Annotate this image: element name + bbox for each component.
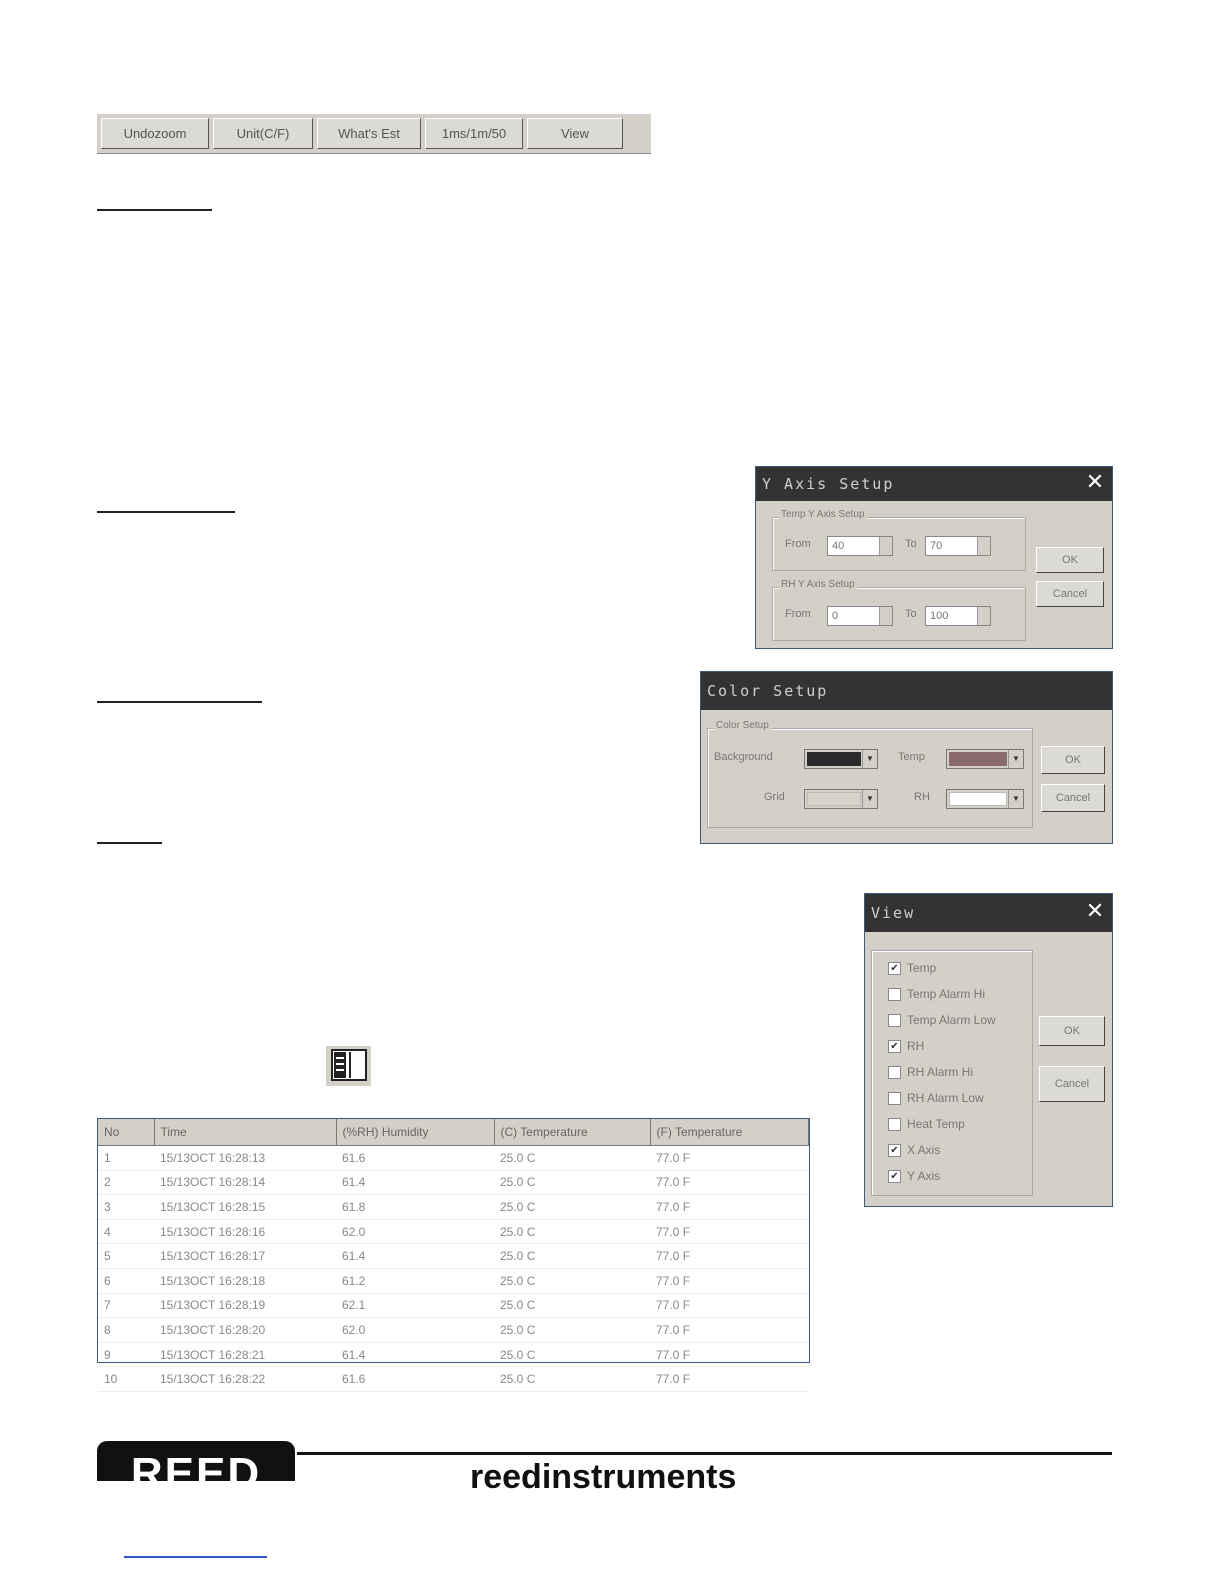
table-cell: 25.0 C	[494, 1367, 650, 1392]
view-option-temp-alarm-hi[interactable]	[888, 987, 985, 1001]
toolbar-button-1ms-1m-50[interactable]: 1ms/1m/50	[425, 118, 523, 149]
table-cell: 77.0 F	[650, 1244, 809, 1269]
color-group	[707, 720, 1033, 828]
table-cell: 25.0 C	[494, 1268, 650, 1293]
dialog-title: View	[871, 904, 916, 922]
table-row[interactable]	[98, 1244, 809, 1269]
table-cell: 15/13OCT 16:28:16	[154, 1219, 336, 1244]
from-label: From	[785, 608, 811, 620]
column-header[interactable]: (F) Temperature	[650, 1119, 809, 1146]
view-option-label: X Axis	[907, 1143, 941, 1157]
ok-button[interactable]: OK	[1041, 746, 1105, 774]
table-row[interactable]	[98, 1367, 809, 1392]
table-cell: 61.8	[336, 1195, 494, 1220]
rh-label: RH	[914, 791, 930, 803]
view-option-rh[interactable]	[888, 1039, 924, 1053]
view-option-label: RH Alarm Low	[907, 1091, 984, 1105]
view-toggle-icon[interactable]	[326, 1046, 371, 1086]
table-cell: 61.2	[336, 1268, 494, 1293]
view-option-temp[interactable]	[888, 961, 936, 975]
table-row[interactable]	[98, 1170, 809, 1195]
checkbox-checked[interactable]: ✔	[888, 1170, 901, 1183]
table-cell: 15/13OCT 16:28:21	[154, 1342, 336, 1367]
table-row[interactable]	[98, 1293, 809, 1318]
table-row[interactable]	[98, 1318, 809, 1343]
background-color-swatch	[807, 752, 861, 766]
temp-label: Temp	[898, 751, 925, 763]
table-cell: 25.0 C	[494, 1146, 650, 1171]
table-cell: 6	[98, 1268, 154, 1293]
table-cell: 15/13OCT 16:28:14	[154, 1170, 336, 1195]
view-option-temp-alarm-low[interactable]	[888, 1013, 996, 1027]
temp-to-spinner[interactable]: 70	[925, 536, 991, 556]
view-option-heat-temp[interactable]	[888, 1117, 965, 1131]
table-cell: 62.1	[336, 1293, 494, 1318]
checkbox-unchecked[interactable]	[888, 1014, 901, 1027]
table-cell: 77.0 F	[650, 1219, 809, 1244]
grid-color-select[interactable]	[804, 789, 878, 809]
table-header-row	[98, 1119, 809, 1146]
table-cell: 61.6	[336, 1146, 494, 1171]
grid-color-swatch	[807, 792, 861, 806]
dialog-title-bar	[701, 672, 1112, 710]
table-cell: 25.0 C	[494, 1318, 650, 1343]
table-row[interactable]	[98, 1219, 809, 1244]
column-header[interactable]: (C) Temperature	[494, 1119, 650, 1146]
table-cell: 77.0 F	[650, 1367, 809, 1392]
toolbar-button-undozoom[interactable]: Undozoom	[101, 118, 209, 149]
to-label: To	[905, 538, 917, 550]
view-option-rh-alarm-hi[interactable]	[888, 1065, 973, 1079]
dialog-title-bar	[865, 894, 1112, 932]
section-heading-rule-view	[97, 842, 162, 844]
table-cell: 15/13OCT 16:28:15	[154, 1195, 336, 1220]
table-cell: 77.0 F	[650, 1170, 809, 1195]
data-table	[97, 1118, 810, 1387]
table-cell: 61.4	[336, 1170, 494, 1195]
table-cell: 15/13OCT 16:28:22	[154, 1367, 336, 1392]
table-cell: 77.0 F	[650, 1318, 809, 1343]
color-setup-dialog	[700, 671, 1113, 844]
table-row[interactable]	[98, 1195, 809, 1220]
chevron-down-icon: ▼	[862, 750, 877, 768]
checkbox-checked[interactable]: ✔	[888, 1040, 901, 1053]
temp-axis-group	[772, 509, 1026, 571]
column-header[interactable]: No	[98, 1119, 154, 1146]
column-header[interactable]: (%RH) Humidity	[336, 1119, 494, 1146]
link-underline	[124, 1556, 267, 1558]
ok-button[interactable]: OK	[1036, 547, 1104, 573]
table-cell: 77.0 F	[650, 1146, 809, 1171]
table-cell: 2	[98, 1170, 154, 1195]
cancel-button[interactable]: Cancel	[1039, 1066, 1105, 1102]
table-cell: 15/13OCT 16:28:17	[154, 1244, 336, 1269]
cancel-button[interactable]: Cancel	[1041, 784, 1105, 812]
rh-color-swatch	[949, 792, 1007, 806]
toolbar-button-what-s-est[interactable]: What's Est	[317, 118, 421, 149]
section-heading-rule-color	[97, 701, 262, 703]
chevron-down-icon: ▼	[1008, 750, 1023, 768]
website-text: reedinstruments	[470, 1458, 737, 1496]
table-cell: 77.0 F	[650, 1342, 809, 1367]
background-color-select[interactable]	[804, 749, 878, 769]
checkbox-unchecked[interactable]	[888, 1118, 901, 1131]
table-cell: 25.0 C	[494, 1170, 650, 1195]
checkbox-checked[interactable]: ✔	[888, 1144, 901, 1157]
dialog-title: Color Setup	[707, 682, 829, 700]
view-option-label: RH Alarm Hi	[907, 1065, 974, 1079]
table-cell: 25.0 C	[494, 1219, 650, 1244]
view-option-label: RH	[907, 1039, 925, 1053]
group-label: Color Setup	[716, 720, 769, 731]
view-dialog	[864, 893, 1113, 1207]
temp-color-swatch	[949, 752, 1007, 766]
table-cell: 62.0	[336, 1318, 494, 1343]
chevron-down-icon: ▼	[1008, 790, 1023, 808]
column-header[interactable]: Time	[154, 1119, 336, 1146]
toolbar-button-unit-c-f-[interactable]: Unit(C/F)	[213, 118, 313, 149]
table-cell: 15/13OCT 16:28:18	[154, 1268, 336, 1293]
table-row[interactable]	[98, 1146, 809, 1171]
group-label: RH Y Axis Setup	[781, 579, 855, 590]
table-cell: 8	[98, 1318, 154, 1343]
table-cell: 4	[98, 1219, 154, 1244]
table-cell: 10	[98, 1367, 154, 1392]
table-cell: 15/13OCT 16:28:19	[154, 1293, 336, 1318]
view-options-group	[871, 950, 1033, 1196]
view-option-rh-alarm-low[interactable]	[888, 1091, 984, 1105]
view-option-label: Y Axis	[907, 1169, 941, 1183]
section-heading-rule-undozoom	[97, 209, 212, 211]
table-cell: 25.0 C	[494, 1342, 650, 1367]
close-icon[interactable]: ✕	[1085, 470, 1107, 495]
temp-from-spinner[interactable]: 40	[827, 536, 893, 556]
to-label: To	[905, 608, 917, 620]
cancel-button[interactable]: Cancel	[1036, 581, 1104, 607]
table-body	[98, 1146, 809, 1392]
table-row[interactable]	[98, 1342, 809, 1367]
rh-axis-group	[772, 579, 1026, 641]
table-cell: 62.0	[336, 1219, 494, 1244]
view-option-label: Temp Alarm Low	[907, 1013, 996, 1027]
group-label: Temp Y Axis Setup	[781, 509, 865, 520]
table-cell: 25.0 C	[494, 1195, 650, 1220]
rh-from-spinner[interactable]: 0	[827, 606, 893, 626]
table-cell: 61.4	[336, 1244, 494, 1269]
axis-setup-dialog	[755, 466, 1113, 649]
rh-color-select[interactable]	[946, 789, 1024, 809]
table-cell: 1	[98, 1146, 154, 1171]
checkbox-checked[interactable]: ✔	[888, 962, 901, 975]
from-label: From	[785, 538, 811, 550]
table-cell: 77.0 F	[650, 1293, 809, 1318]
table-cell: 7	[98, 1293, 154, 1318]
view-option-label: Temp Alarm Hi	[907, 987, 986, 1001]
toolbar	[97, 113, 651, 154]
close-icon[interactable]: ✕	[1085, 899, 1107, 924]
reed-logo: REED	[97, 1441, 295, 1481]
section-heading-rule-axis	[97, 511, 235, 513]
view-option-label: Temp	[907, 961, 937, 975]
temp-color-select[interactable]	[946, 749, 1024, 769]
table-cell: 9	[98, 1342, 154, 1367]
ok-button[interactable]: OK	[1039, 1016, 1105, 1046]
checkbox-unchecked[interactable]	[888, 1092, 901, 1105]
dialog-title: Y Axis Setup	[762, 475, 895, 493]
view-option-label: Heat Temp	[907, 1117, 965, 1131]
checkbox-unchecked[interactable]	[888, 1066, 901, 1079]
view-toggle-icon-graphic	[326, 1046, 371, 1086]
toolbar-button-view[interactable]: View	[527, 118, 623, 149]
table-cell: 61.6	[336, 1367, 494, 1392]
view-option-y-axis[interactable]	[888, 1169, 940, 1183]
dialog-title-bar	[756, 467, 1112, 501]
grid-label: Grid	[764, 791, 785, 803]
table-cell: 77.0 F	[650, 1268, 809, 1293]
rh-to-spinner[interactable]: 100	[925, 606, 991, 626]
table-cell: 77.0 F	[650, 1195, 809, 1220]
view-option-x-axis[interactable]	[888, 1143, 940, 1157]
table-cell: 5	[98, 1244, 154, 1269]
table-cell: 15/13OCT 16:28:13	[154, 1146, 336, 1171]
checkbox-unchecked[interactable]	[888, 988, 901, 1001]
table-cell: 15/13OCT 16:28:20	[154, 1318, 336, 1343]
table-row[interactable]	[98, 1268, 809, 1293]
background-label: Background	[714, 751, 773, 763]
table-cell: 61.4	[336, 1342, 494, 1367]
table-cell: 3	[98, 1195, 154, 1220]
chevron-down-icon: ▼	[862, 790, 877, 808]
table-cell: 25.0 C	[494, 1293, 650, 1318]
table-cell: 25.0 C	[494, 1244, 650, 1269]
